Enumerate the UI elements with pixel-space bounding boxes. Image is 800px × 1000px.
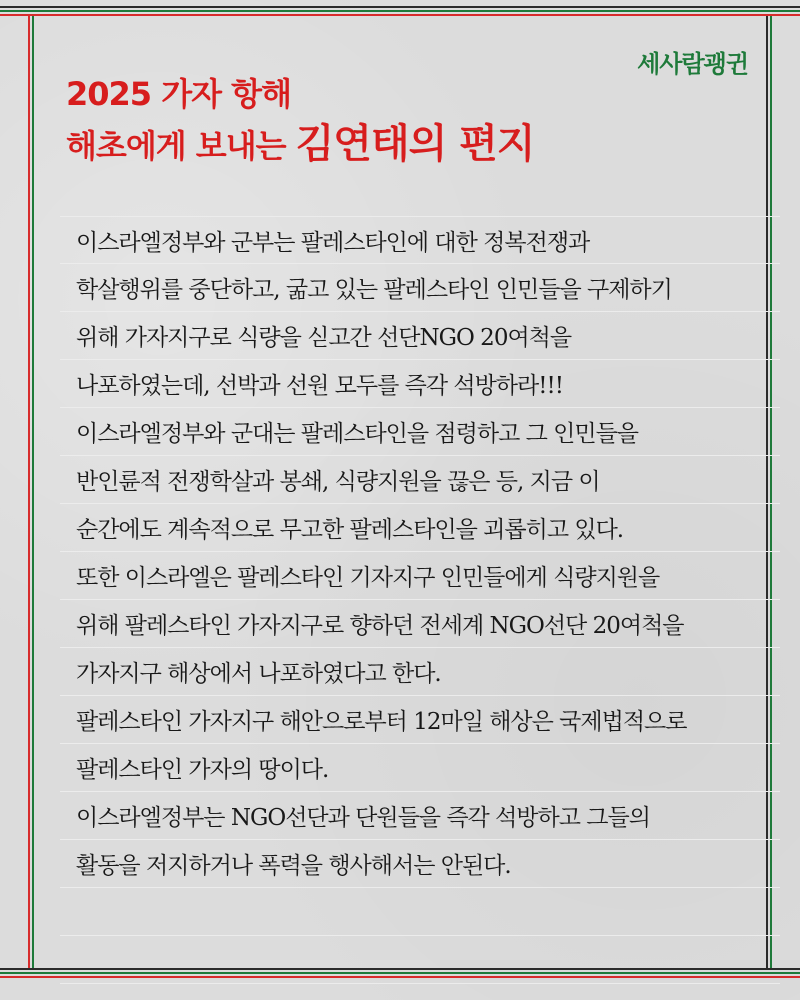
letter-line-5: 이스라엘정부와 군대는 팔레스타인을 점령하고 그 인민들을	[76, 421, 639, 447]
letter-line-4: 나포하였는데, 선박과 선원 모두를 즉각 석방하라!!!	[76, 373, 563, 399]
letter-line-11: 팔레스타인 가자지구 해안으로부터 12마일 해상은 국제법적으로	[76, 709, 687, 735]
letter-row-9	[60, 600, 780, 648]
letter-line-13: 이스라엘정부는 NGO선단과 단원들을 즉각 석방하고 그들의	[76, 805, 650, 831]
letter-line-14: 활동을 저지하거나 폭력을 행사해서는 안된다.	[76, 853, 511, 879]
letter-row-5	[60, 408, 780, 456]
letter-line-10: 가자지구 해상에서 나포하였다고 한다.	[76, 661, 441, 687]
letter-row-7	[60, 504, 780, 552]
letter-row-2	[60, 264, 780, 312]
letter-row-16	[60, 936, 780, 984]
letter-row-13	[60, 792, 780, 840]
letter-line-6: 반인륜적 전쟁학살과 봉쇄, 식량지원을 끊은 등, 지금 이	[76, 469, 600, 495]
letter-line-1: 이스라엘정부와 군부는 팔레스타인에 대한 정복전쟁과	[76, 229, 590, 256]
top-border-black-line	[0, 6, 800, 8]
top-border-red-line	[0, 14, 800, 16]
letter-row-10	[60, 648, 780, 696]
letter-row-8	[60, 552, 780, 600]
letter-row-6	[60, 456, 780, 504]
letter-row-11	[60, 696, 780, 744]
left-border-green-line	[32, 16, 34, 970]
letter-line-12: 팔레스타인 가자의 땅이다.	[76, 757, 329, 783]
left-border-red-line	[28, 16, 30, 970]
letter-row-4	[60, 360, 780, 408]
letter-row-15	[60, 888, 780, 936]
letter-row-14	[60, 840, 780, 888]
letter-line-8: 또한 이스라엘은 팔레스타인 기자지구 인민들에게 식량지원을	[76, 565, 660, 591]
letter-line-7: 순간에도 계속적으로 무고한 팔레스타인을 괴롭히고 있다.	[76, 517, 624, 543]
title-line-2	[66, 121, 535, 167]
letter-line-9: 위해 팔레스타인 가자지구로 향하던 전세계 NGO선단 20여척을	[76, 613, 684, 639]
brand-logo: 세사람괭귄	[637, 50, 748, 78]
title-line-2-emphasis: 김연태의 편지	[295, 121, 535, 167]
letter-body	[60, 216, 780, 984]
letter-row-12	[60, 744, 780, 792]
top-border-green-line	[0, 10, 800, 12]
letter-title	[66, 74, 534, 166]
letter-line-2: 학살행위를 중단하고, 굶고 있는 팔레스타인 인민들을 구제하기	[76, 277, 672, 303]
title-line-2-prefix: 해초에게 보내는	[66, 127, 296, 165]
title-line-1: 2025 가자 항해	[66, 75, 291, 113]
letter-line-3: 위해 가자지구로 식량을 싣고간 선단NGO 20여척을	[76, 325, 572, 351]
letter-row-3	[60, 312, 780, 360]
letter-row-1	[60, 216, 780, 264]
